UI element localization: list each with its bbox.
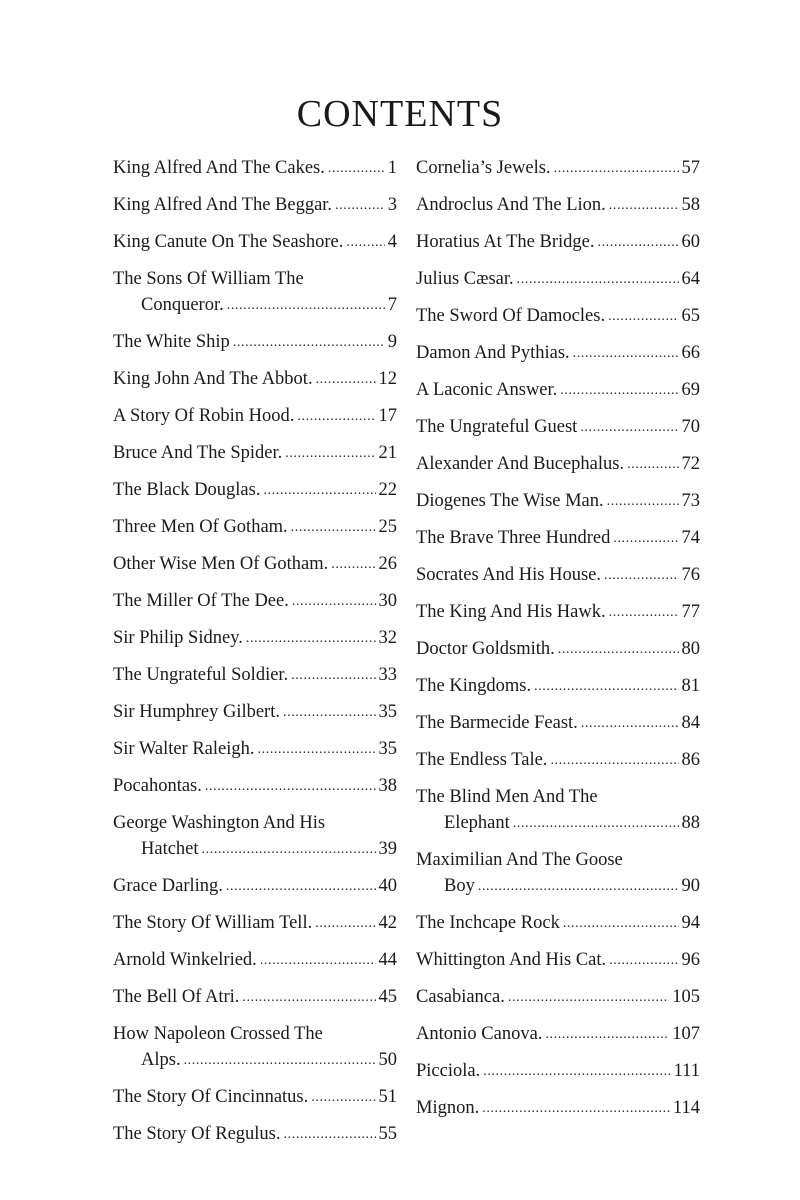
toc-page-number: 111 [673,1061,700,1081]
toc-page-number: 57 [681,158,700,178]
dot-leader [607,487,679,515]
toc-entry-title: The Story Of William Tell. [113,913,313,933]
toc-page-number: 55 [378,1124,397,1144]
toc-entry-line [416,1095,700,1123]
toc-entry-line [113,440,397,468]
dot-leader [297,402,375,430]
dot-leader [513,809,679,837]
toc-entry[interactable] [113,329,397,357]
dot-leader [483,1057,670,1085]
toc-entry-title: The Sword Of Damocles. [416,306,606,326]
toc-entry[interactable] [113,736,397,764]
toc-page-number: 39 [378,839,397,859]
toc-entry-line [416,451,700,479]
toc-page-number: 86 [681,750,700,770]
dot-leader [315,909,375,937]
toc-page-number: 114 [672,1098,700,1118]
dot-leader [331,550,375,578]
dot-leader [550,746,678,774]
toc-entry[interactable] [416,451,700,479]
toc-entry-title: Sir Walter Raleigh. [113,739,255,759]
dot-leader [258,735,376,763]
toc-entry-line [416,192,700,220]
toc-entry-title: Arnold Winkelried. [113,950,257,970]
toc-entry[interactable] [416,710,700,738]
toc-entry-line [113,947,397,975]
dot-leader [608,302,678,330]
toc-entry-line [416,377,700,405]
toc-entry-line [113,366,397,394]
toc-entry-title: The Miller Of The Dee. [113,591,289,611]
toc-page-number: 9 [387,332,397,352]
toc-page-number: 80 [681,639,700,659]
dot-leader [609,191,679,219]
toc-page-number: 51 [378,1087,397,1107]
toc-entry[interactable] [416,784,700,838]
toc-entry-line [416,710,700,738]
toc-entry[interactable] [113,625,397,653]
toc-page-number: 76 [681,565,700,585]
toc-page-number: 72 [681,454,700,474]
toc-entry-title: How Napoleon Crossed The [113,1024,323,1044]
toc-entry[interactable] [416,1058,700,1086]
toc-page-number: 22 [378,480,397,500]
dot-leader [604,561,679,589]
toc-entry-title: Boy [444,876,475,896]
toc-entry-line [113,773,397,801]
toc-entry[interactable] [416,266,700,294]
toc-entry-line [113,155,397,183]
toc-entry-line [113,873,397,901]
toc-entry-title: Other Wise Men Of Gotham. [113,554,329,574]
toc-page-number: 90 [681,876,700,896]
toc-entry[interactable] [113,155,397,183]
toc-entry-title: Pocahontas. [113,776,202,796]
toc-page-number: 44 [378,950,397,970]
toc-entry-title: Damon And Pythias. [416,343,570,363]
toc-entry-title: Androclus And The Lion. [416,195,606,215]
toc-entry-title: King Alfred And The Beggar. [113,195,333,215]
toc-entry-title: Bruce And The Spider. [113,443,283,463]
toc-entry-line [113,736,397,764]
toc-entry-title: The Endless Tale. [416,750,548,770]
toc-entry-title: A Laconic Answer. [416,380,558,400]
toc-entry-line [416,673,700,701]
toc-entry-line [416,984,700,1012]
toc-entry[interactable] [416,747,700,775]
toc-entry-title: Horatius At The Bridge. [416,232,595,252]
toc-entry-line [416,847,700,873]
dot-leader [613,524,678,552]
toc-entry-title: The Ungrateful Guest [416,417,578,437]
toc-page-number: 60 [681,232,700,252]
dot-leader [246,624,376,652]
toc-entry-line [416,784,700,810]
toc-page-number: 70 [681,417,700,437]
toc-page-number: 65 [681,306,700,326]
toc-page-number: 50 [378,1050,397,1070]
dot-leader [563,909,679,937]
toc-page-number: 107 [672,1024,700,1044]
toc-entry-title: Whittington And His Cat. [416,950,607,970]
toc-entry[interactable] [113,266,397,320]
toc-entry[interactable] [113,1021,397,1075]
toc-page-number: 35 [378,702,397,722]
dot-leader [328,154,385,182]
dot-leader [482,1094,670,1122]
dot-leader [517,265,679,293]
toc-page-number: 40 [378,876,397,896]
toc-entry-title: Alexander And Bucephalus. [416,454,625,474]
toc-page-number: 12 [378,369,397,389]
dot-leader [346,228,384,256]
toc-entry[interactable] [113,440,397,468]
toc-entry[interactable] [416,192,700,220]
toc-entry[interactable] [416,1095,700,1123]
dot-leader [205,772,376,800]
toc-page-number: 1 [387,158,397,178]
toc-entry-title: The Kingdoms. [416,676,532,696]
toc-entry-line [416,488,700,516]
toc-entry[interactable] [416,847,700,901]
toc-entry-line [416,155,700,183]
toc-entry-title: The Story Of Regulus. [113,1124,281,1144]
toc-page-number: 96 [681,950,700,970]
toc-entry-title: Cornelia’s Jewels. [416,158,551,178]
toc-entry-title: The Inchcape Rock [416,913,560,933]
toc-entry-title: The Barmecide Feast. [416,713,578,733]
toc-entry-title: Doctor Goldsmith. [416,639,555,659]
dot-leader [627,450,678,478]
toc-entry[interactable] [416,910,700,938]
toc-entry-title: Three Men Of Gotham. [113,517,288,537]
toc-entry[interactable] [113,699,397,727]
toc-entry-title: King Canute On The Seashore. [113,232,344,252]
toc-entry-title: Sir Philip Sidney. [113,628,243,648]
toc-entry-line [416,636,700,664]
toc-entry-title: Alps. [141,1050,181,1070]
toc-page-number: 45 [378,987,397,1007]
toc-entry[interactable] [416,155,700,183]
toc-entry[interactable] [113,477,397,505]
dot-leader [311,1083,375,1111]
toc-page-number: 21 [378,443,397,463]
dot-leader [227,291,385,319]
toc-entry-title: Julius Cæsar. [416,269,514,289]
toc-entry-title: The Black Douglas. [113,480,261,500]
toc-entry-line [416,599,700,627]
toc-page-number: 74 [681,528,700,548]
toc-page-number: 66 [681,343,700,363]
toc-entry-line [416,810,700,838]
toc-entry-title: Conqueror. [141,295,224,315]
toc-entry-title: The Bell Of Atri. [113,987,240,1007]
dot-leader [226,872,376,900]
toc-entry-title: Socrates And His House. [416,565,601,585]
toc-entry-line [113,192,397,220]
page-title: CONTENTS [296,93,504,135]
toc-entry[interactable] [113,588,397,616]
toc-page-number: 64 [681,269,700,289]
toc-entry[interactable] [416,636,700,664]
toc-entry-title: The Ungrateful Soldier. [113,665,289,685]
toc-entry[interactable] [113,366,397,394]
toc-entry[interactable] [416,562,700,590]
dot-leader [233,328,385,356]
toc-entry-title: Diogenes The Wise Man. [416,491,604,511]
toc-entry[interactable] [113,1121,397,1149]
toc-entry-line [113,1047,397,1075]
toc-entry-line [113,810,397,836]
toc-entry-title: Elephant [444,813,510,833]
toc-entry-line [113,910,397,938]
toc-entry[interactable] [113,229,397,257]
toc-page-number: 42 [378,913,397,933]
toc-left-column [113,155,397,1158]
toc-entry-line [416,562,700,590]
dot-leader [597,228,678,256]
toc-page-number: 17 [378,406,397,426]
toc-entry[interactable] [416,984,700,1012]
dot-leader [242,983,375,1011]
toc-entry-line [113,292,397,320]
toc-entry-line [416,229,700,257]
toc-entry-title: King John And The Abbot. [113,369,313,389]
toc-entry-line [416,747,700,775]
toc-entry[interactable] [416,1021,700,1049]
toc-entry-title: Mignon. [416,1098,480,1118]
toc-entry-title: Antonio Canova. [416,1024,543,1044]
dot-leader [558,635,679,663]
toc-entry[interactable] [113,984,397,1012]
toc-entry-line [113,625,397,653]
dot-leader [554,154,679,182]
dot-leader [573,339,679,367]
dot-leader [284,1120,376,1148]
toc-entry[interactable] [113,514,397,542]
dot-leader [581,709,679,737]
toc-page-number: 26 [378,554,397,574]
toc-entry-line [113,1021,397,1047]
toc-entry[interactable] [113,773,397,801]
toc-entry[interactable] [416,303,700,331]
toc-entry-line [416,303,700,331]
toc-page-number: 25 [378,517,397,537]
dot-leader [335,191,385,219]
dot-leader [202,835,376,863]
toc-entry-title: George Washington And His [113,813,326,833]
dot-leader [580,413,678,441]
dot-leader [316,365,376,393]
dot-leader [478,872,679,900]
dot-leader [560,376,678,404]
toc-page-number: 32 [378,628,397,648]
toc-page-number: 4 [387,232,397,252]
toc-page-number: 7 [387,295,397,315]
toc-entry-line [416,1021,700,1049]
toc-entry[interactable] [113,403,397,431]
dot-leader [260,946,376,974]
dot-leader [263,476,375,504]
dot-leader [291,661,375,689]
toc-entry-title: The Sons Of William The [113,269,304,289]
toc-entry-line [113,477,397,505]
toc-entry-line [113,229,397,257]
toc-page-number: 105 [672,987,700,1007]
toc-entry[interactable] [113,662,397,690]
toc-entry-title: The Story Of Cincinnatus. [113,1087,309,1107]
toc-entry[interactable] [113,810,397,864]
toc-entry-title: Sir Humphrey Gilbert. [113,702,280,722]
toc-entry[interactable] [416,229,700,257]
toc-entry-line [113,514,397,542]
toc-entry-line [113,699,397,727]
toc-page-number: 84 [681,713,700,733]
toc-entry-title: Maximilian And The Goose [416,850,623,870]
toc-entry-title: King Alfred And The Cakes. [113,158,325,178]
toc-entry-line [113,984,397,1012]
toc-page-number: 35 [378,739,397,759]
toc-page-number: 81 [681,676,700,696]
toc-entry[interactable] [416,377,700,405]
toc-entry[interactable] [113,192,397,220]
toc-entry-line [113,1084,397,1112]
toc-entry-line [113,1121,397,1149]
dot-leader [545,1020,669,1048]
toc-page-number: 77 [681,602,700,622]
toc-entry[interactable] [416,525,700,553]
toc-entry-line [113,329,397,357]
dot-leader [285,439,375,467]
dot-leader [184,1046,376,1074]
dot-leader [609,598,679,626]
toc-page-number: 73 [681,491,700,511]
toc-entry[interactable] [113,551,397,579]
toc-page-number: 58 [681,195,700,215]
toc-entry-line [113,836,397,864]
toc-entry-title: Casabianca. [416,987,505,1007]
toc-entry[interactable] [416,673,700,701]
dot-leader [292,587,376,615]
toc-entry-line [416,1058,700,1086]
toc-entry[interactable] [416,340,700,368]
toc-page-number: 33 [378,665,397,685]
toc-page-number: 3 [387,195,397,215]
toc-entry[interactable] [113,1084,397,1112]
toc-entry-line [416,525,700,553]
toc-entry-title: The White Ship [113,332,230,352]
dot-leader [283,698,376,726]
toc-entry-title: The King And His Hawk. [416,602,606,622]
toc-entry[interactable] [113,910,397,938]
toc-entry[interactable] [416,947,700,975]
toc-entry-line [416,947,700,975]
toc-entry-line [416,340,700,368]
toc-right-column [416,155,700,1132]
toc-entry-line [113,551,397,579]
toc-entry[interactable] [416,414,700,442]
toc-page-number: 94 [681,913,700,933]
toc-entry-title: Hatchet [141,839,199,859]
toc-entry-title: A Story Of Robin Hood. [113,406,295,426]
dot-leader [534,672,678,700]
toc-entry-line [416,873,700,901]
dot-leader [609,946,678,974]
toc-entry-title: Picciola. [416,1061,481,1081]
toc-entry-line [113,588,397,616]
toc-entry-title: The Brave Three Hundred [416,528,611,548]
toc-entry-line [416,414,700,442]
toc-page-number: 30 [378,591,397,611]
toc-page-number: 38 [378,776,397,796]
toc-page-number: 69 [681,380,700,400]
toc-entry[interactable] [416,488,700,516]
toc-entry[interactable] [113,947,397,975]
toc-entry-line [113,266,397,292]
toc-entry[interactable] [113,873,397,901]
toc-page-number: 88 [681,813,700,833]
toc-entry-line [416,266,700,294]
toc-entry-title: The Blind Men And The [416,787,598,807]
dot-leader [508,983,669,1011]
dot-leader [291,513,376,541]
toc-entry-line [113,662,397,690]
toc-entry-title: Grace Darling. [113,876,223,896]
toc-entry-line [113,403,397,431]
toc-entry[interactable] [416,599,700,627]
toc-entry-line [416,910,700,938]
